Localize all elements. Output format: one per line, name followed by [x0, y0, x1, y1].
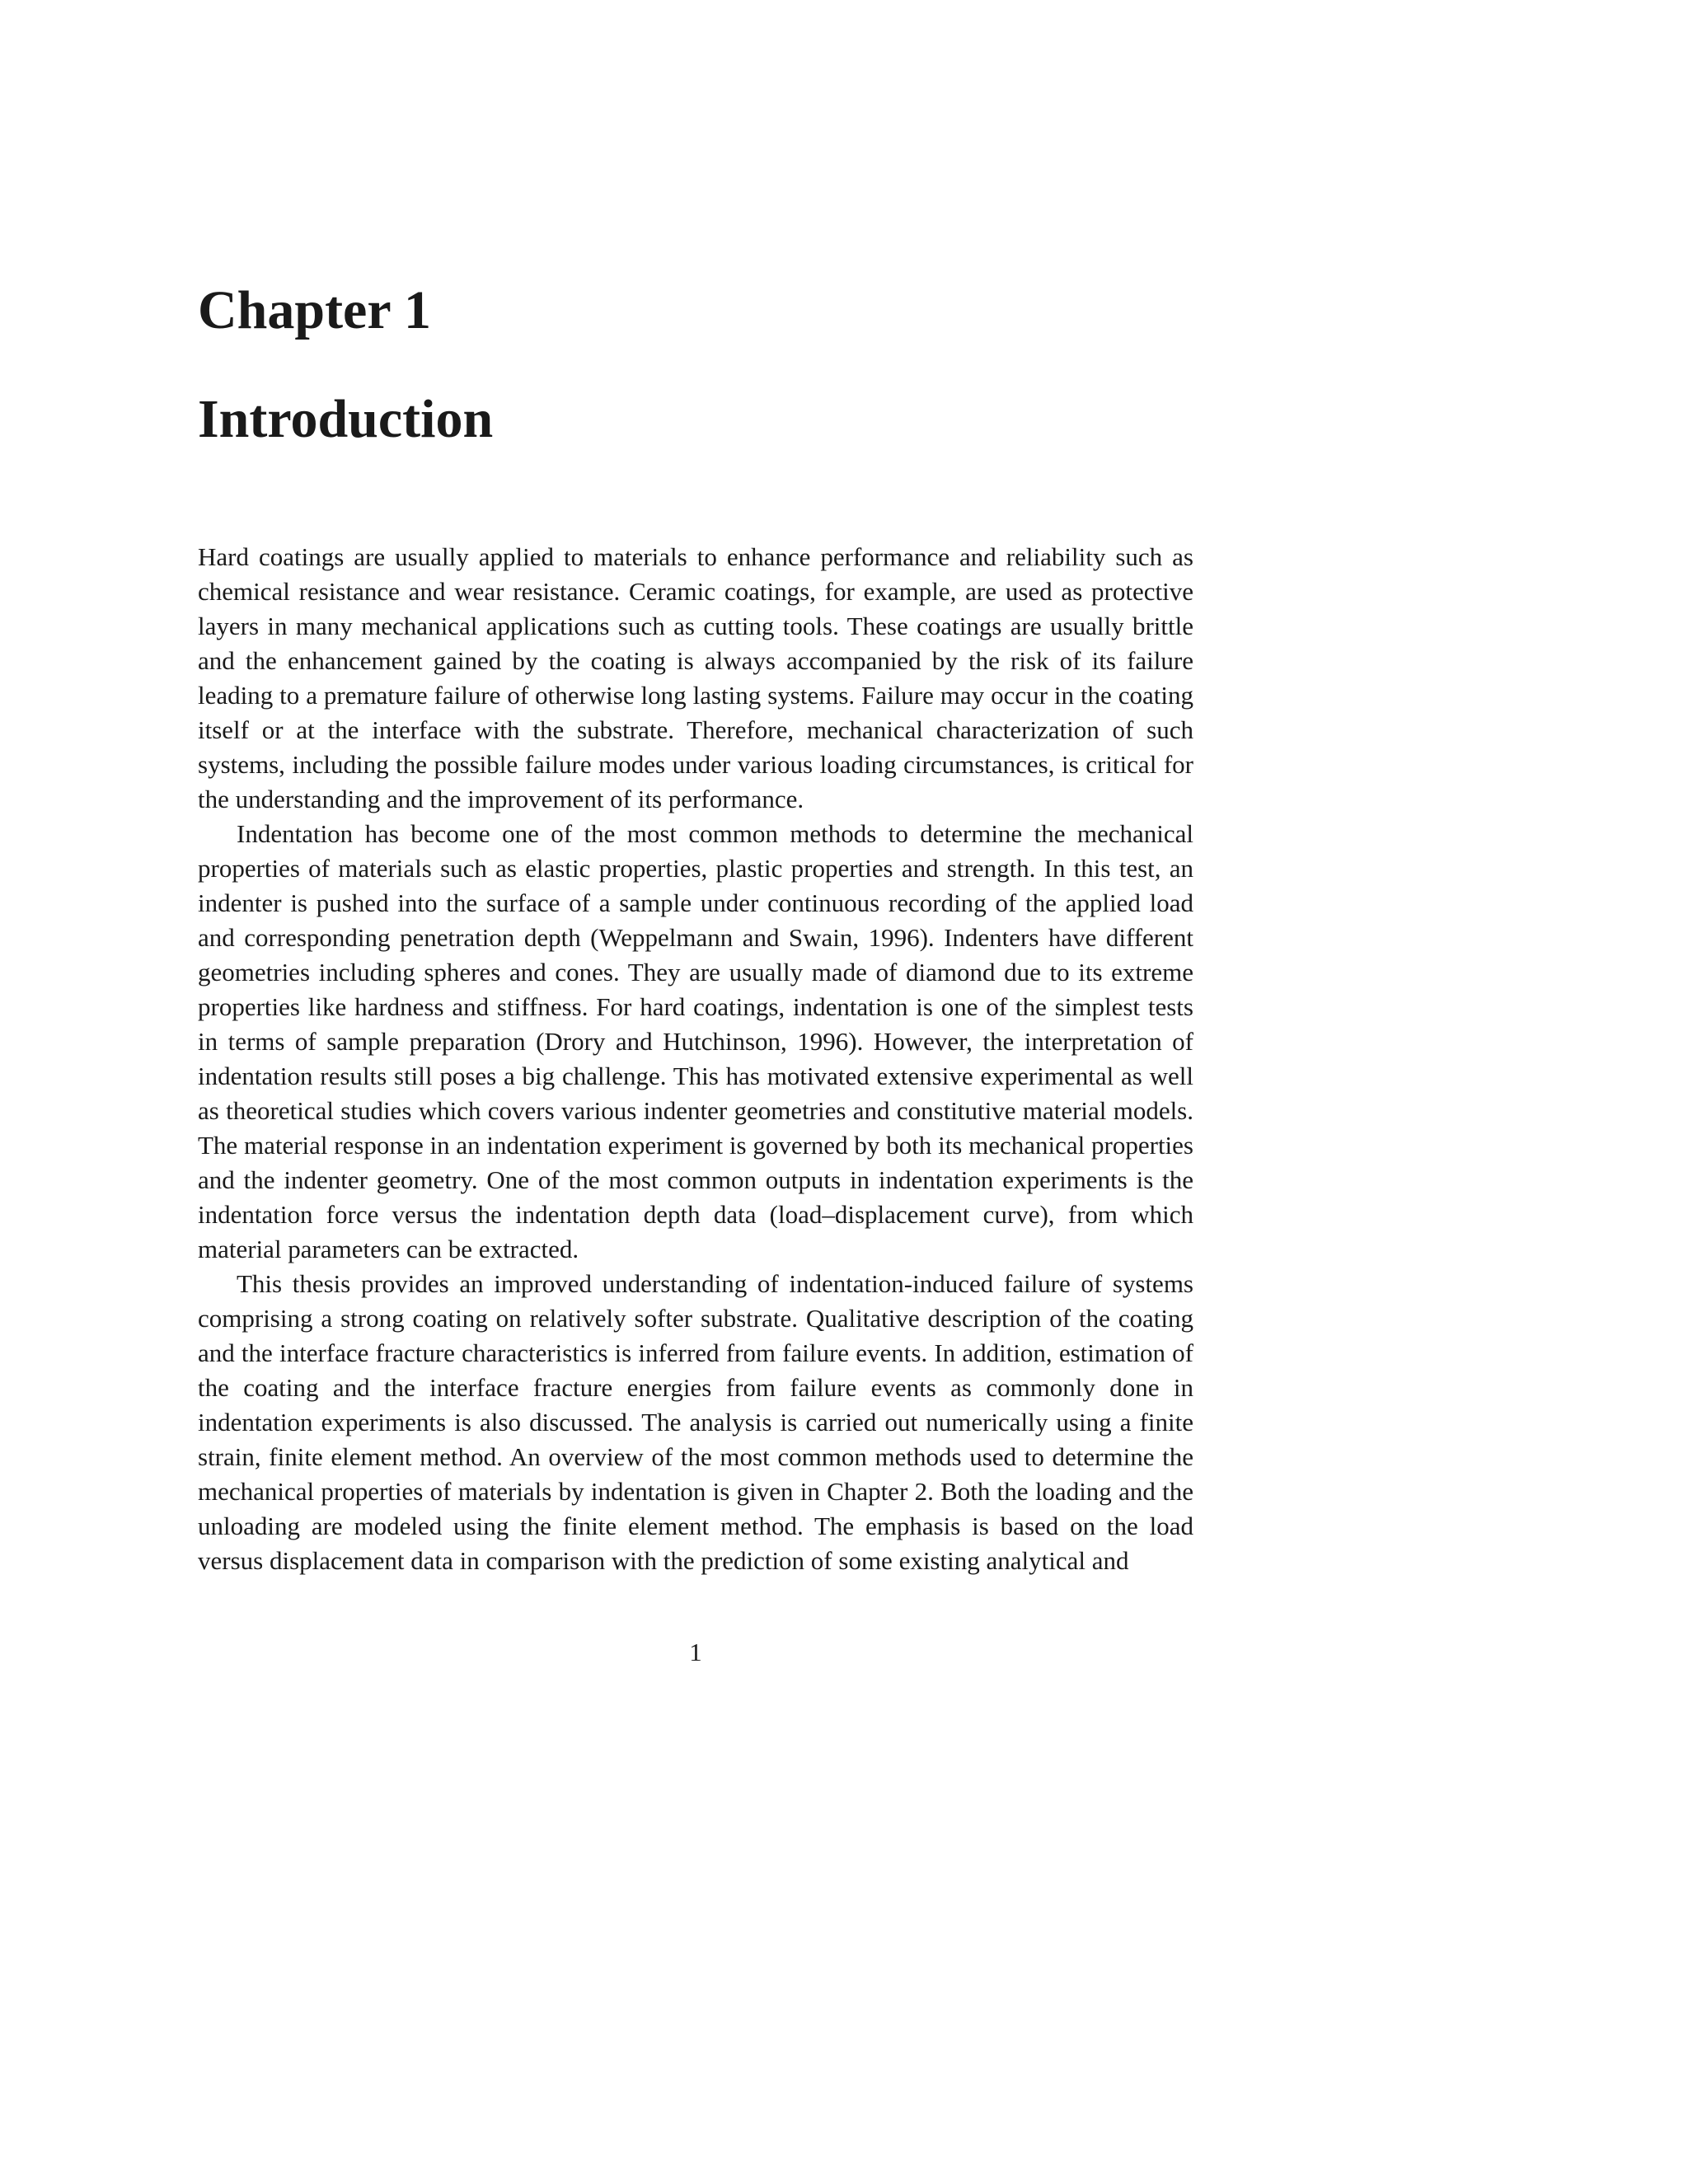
paragraph-3: This thesis provides an improved understanding of indentation-induced failure of systems comprising a strong coating on relatively softer substrate. Qualitative description of the coating and the interface fracture characteristics is inferred from failure events. In addition, estimation of the coating and the interface fracture energies from failure events as commonly done in indentation experiments is also discussed. The analysis is carried out numerically using a finite strain, finite element method. An overview of the most common methods used to determine the mechanical properties of materials by indentation is given in Chapter 2. Both the loading and the unloading are modeled using the finite element method. The emphasis is based on the load versus displacement data in comparison with the prediction of some existing analytical and: [198, 1269, 1193, 1575]
chapter-title: Introduction: [198, 389, 494, 449]
page: [198, 0, 1193, 2184]
chapter-label: Chapter 1: [198, 280, 431, 340]
paragraph-1: Hard coatings are usually applied to materials to enhance performance and reliability such as chemical resistance and wear resistance. Ceramic coatings, for example, are used as protective layers in many mechanical applications such as cutting tools. These coatings are usually brittle and the enhancement gained by the coating is always accompanied by the risk of its failure leading to a premature failure of otherwise long lasting systems. Failure may occur in the coating itself or at the interface with the substrate. Therefore, mechanical characterization of such systems, including the possible failure modes under various loading circumstances, is critical for the understanding and the improvement of its performance.: [198, 542, 1193, 813]
paragraph-2: Indentation has become one of the most common methods to determine the mechanical properties of materials such as elastic properties, plastic properties and strength. In this test, an indenter is pushed into the surface of a sample under continuous recording of the applied load and corresponding penetration depth (Weppelmann and Swain, 1996). Indenters have different geometries including spheres and cones. They are usually made of diamond due to its extreme properties like hardness and stiffness. For hard coatings, indentation is one of the simplest tests in terms of sample preparation (Drory and Hutchinson, 1996). However, the interpretation of indentation results still poses a big challenge. This has motivated extensive experimental as well as theoretical studies which covers various indenter geometries and constitutive material models. The material response in an indentation experiment is governed by both its mechanical properties and the indenter geometry. One of the most common outputs in indentation experiments is the indentation force versus the indentation depth data (load–displacement curve), from which material parameters can be extracted.: [198, 819, 1193, 1263]
body-text: [198, 540, 1193, 1578]
page-number: 1: [689, 1638, 702, 1666]
